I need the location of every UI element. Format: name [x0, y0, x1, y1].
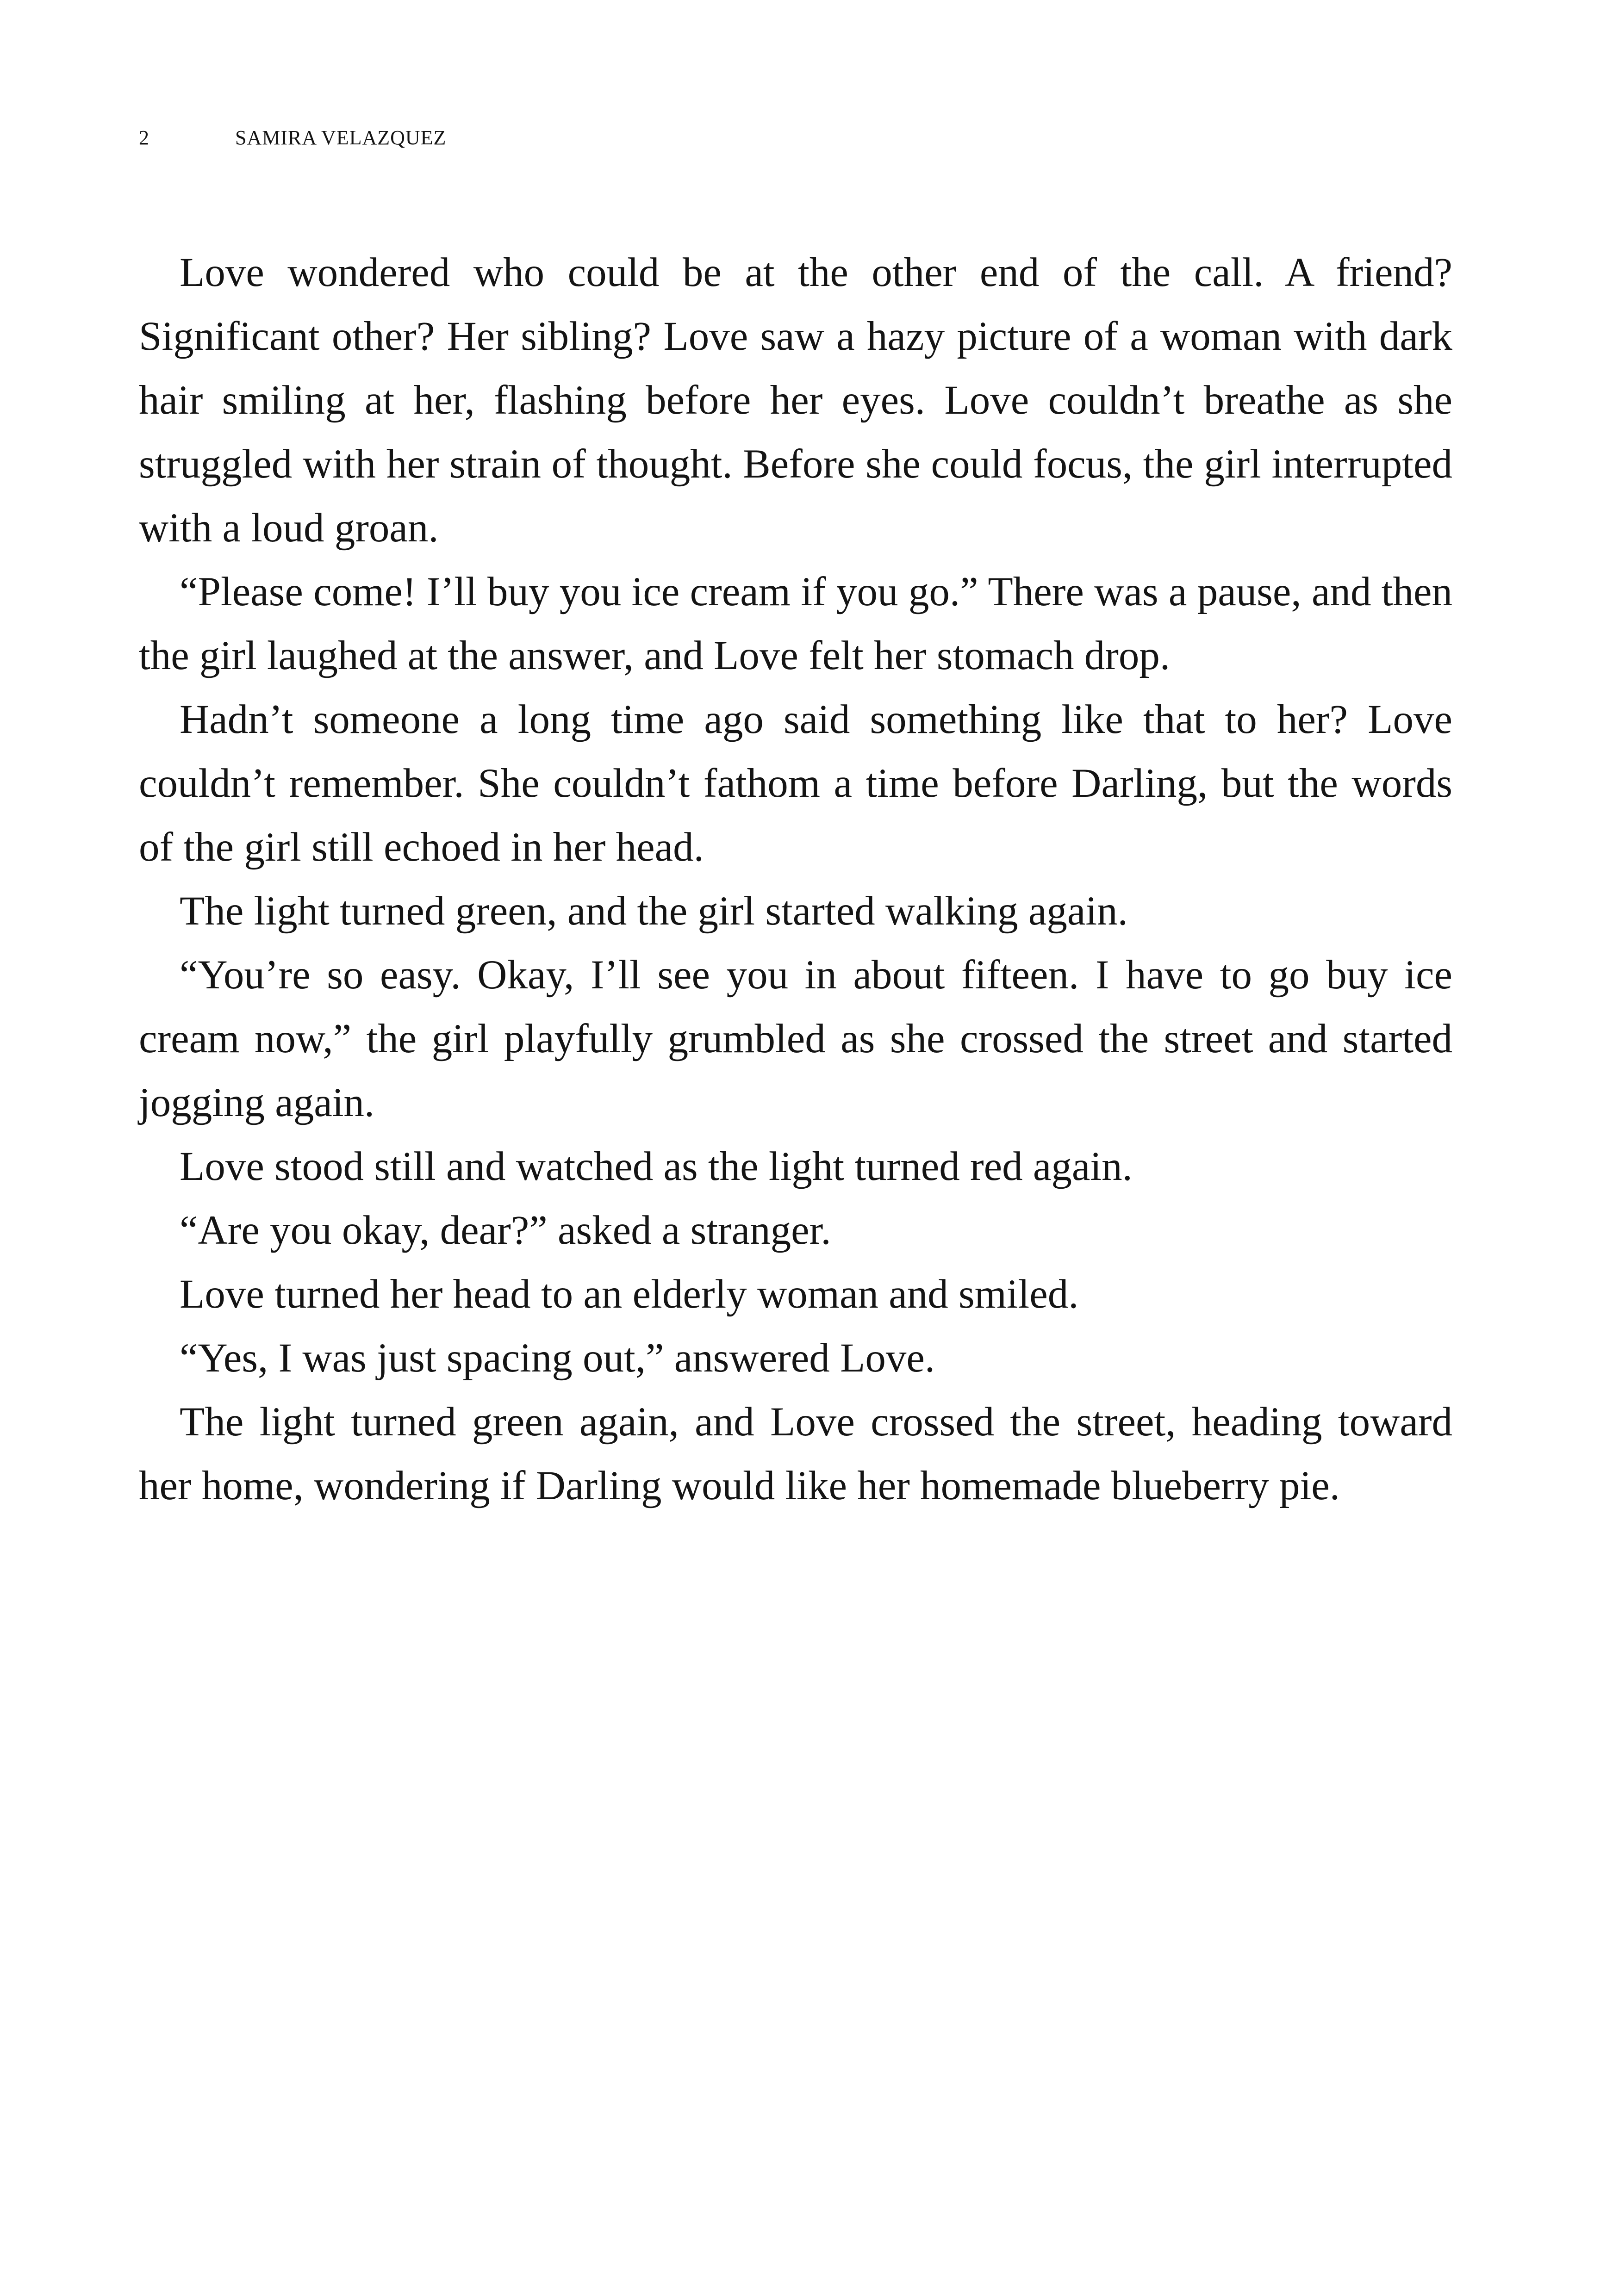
paragraph: Love stood still and watched as the light turned red again. [180, 1144, 1133, 1189]
paragraph: “Please come! I’ll buy you ice cream if you go.” There was a pause, and then the girl laughed at the answer, and Love felt her stomach drop. [139, 569, 1452, 678]
paragraph: Love wondered who could be at the other end of the call. A friend? Significant other? Her sibling? Love saw a hazy picture of a woman with dark hair smiling at her, flashing before her eyes. Love couldn’t breathe as she struggled with her strain of thought. Before she could focus, the girl interrupted with a loud groan. [139, 250, 1452, 551]
paragraph: Hadn’t someone a long time ago said something like that to her? Love couldn’t remember. She couldn’t fathom a time before Darling, but the words of the girl still echoed in her head. [139, 697, 1452, 870]
paragraph: The light turned green, and the girl started walking again. [180, 888, 1128, 934]
author-name: SAMIRA VELAZQUEZ [235, 126, 447, 149]
paragraph: “You’re so easy. Okay, I’ll see you in about fifteen. I have to go buy ice cream now,” the girl playfully grumbled as she crossed the street and started jogging again. [139, 952, 1452, 1125]
paragraph: “Are you okay, dear?” asked a stranger. [180, 1208, 831, 1253]
paragraph: The light turned green again, and Love crossed the street, heading toward her home, wondering if Darling would like her homemade blueberry pie. [139, 1399, 1452, 1508]
page-number: 2 [139, 126, 149, 149]
running-header [139, 124, 446, 152]
body-text [139, 241, 1452, 1518]
paragraph: Love turned her head to an elderly woman and smiled. [180, 1272, 1079, 1317]
paragraph: “Yes, I was just spacing out,” answered Love. [180, 1335, 935, 1381]
